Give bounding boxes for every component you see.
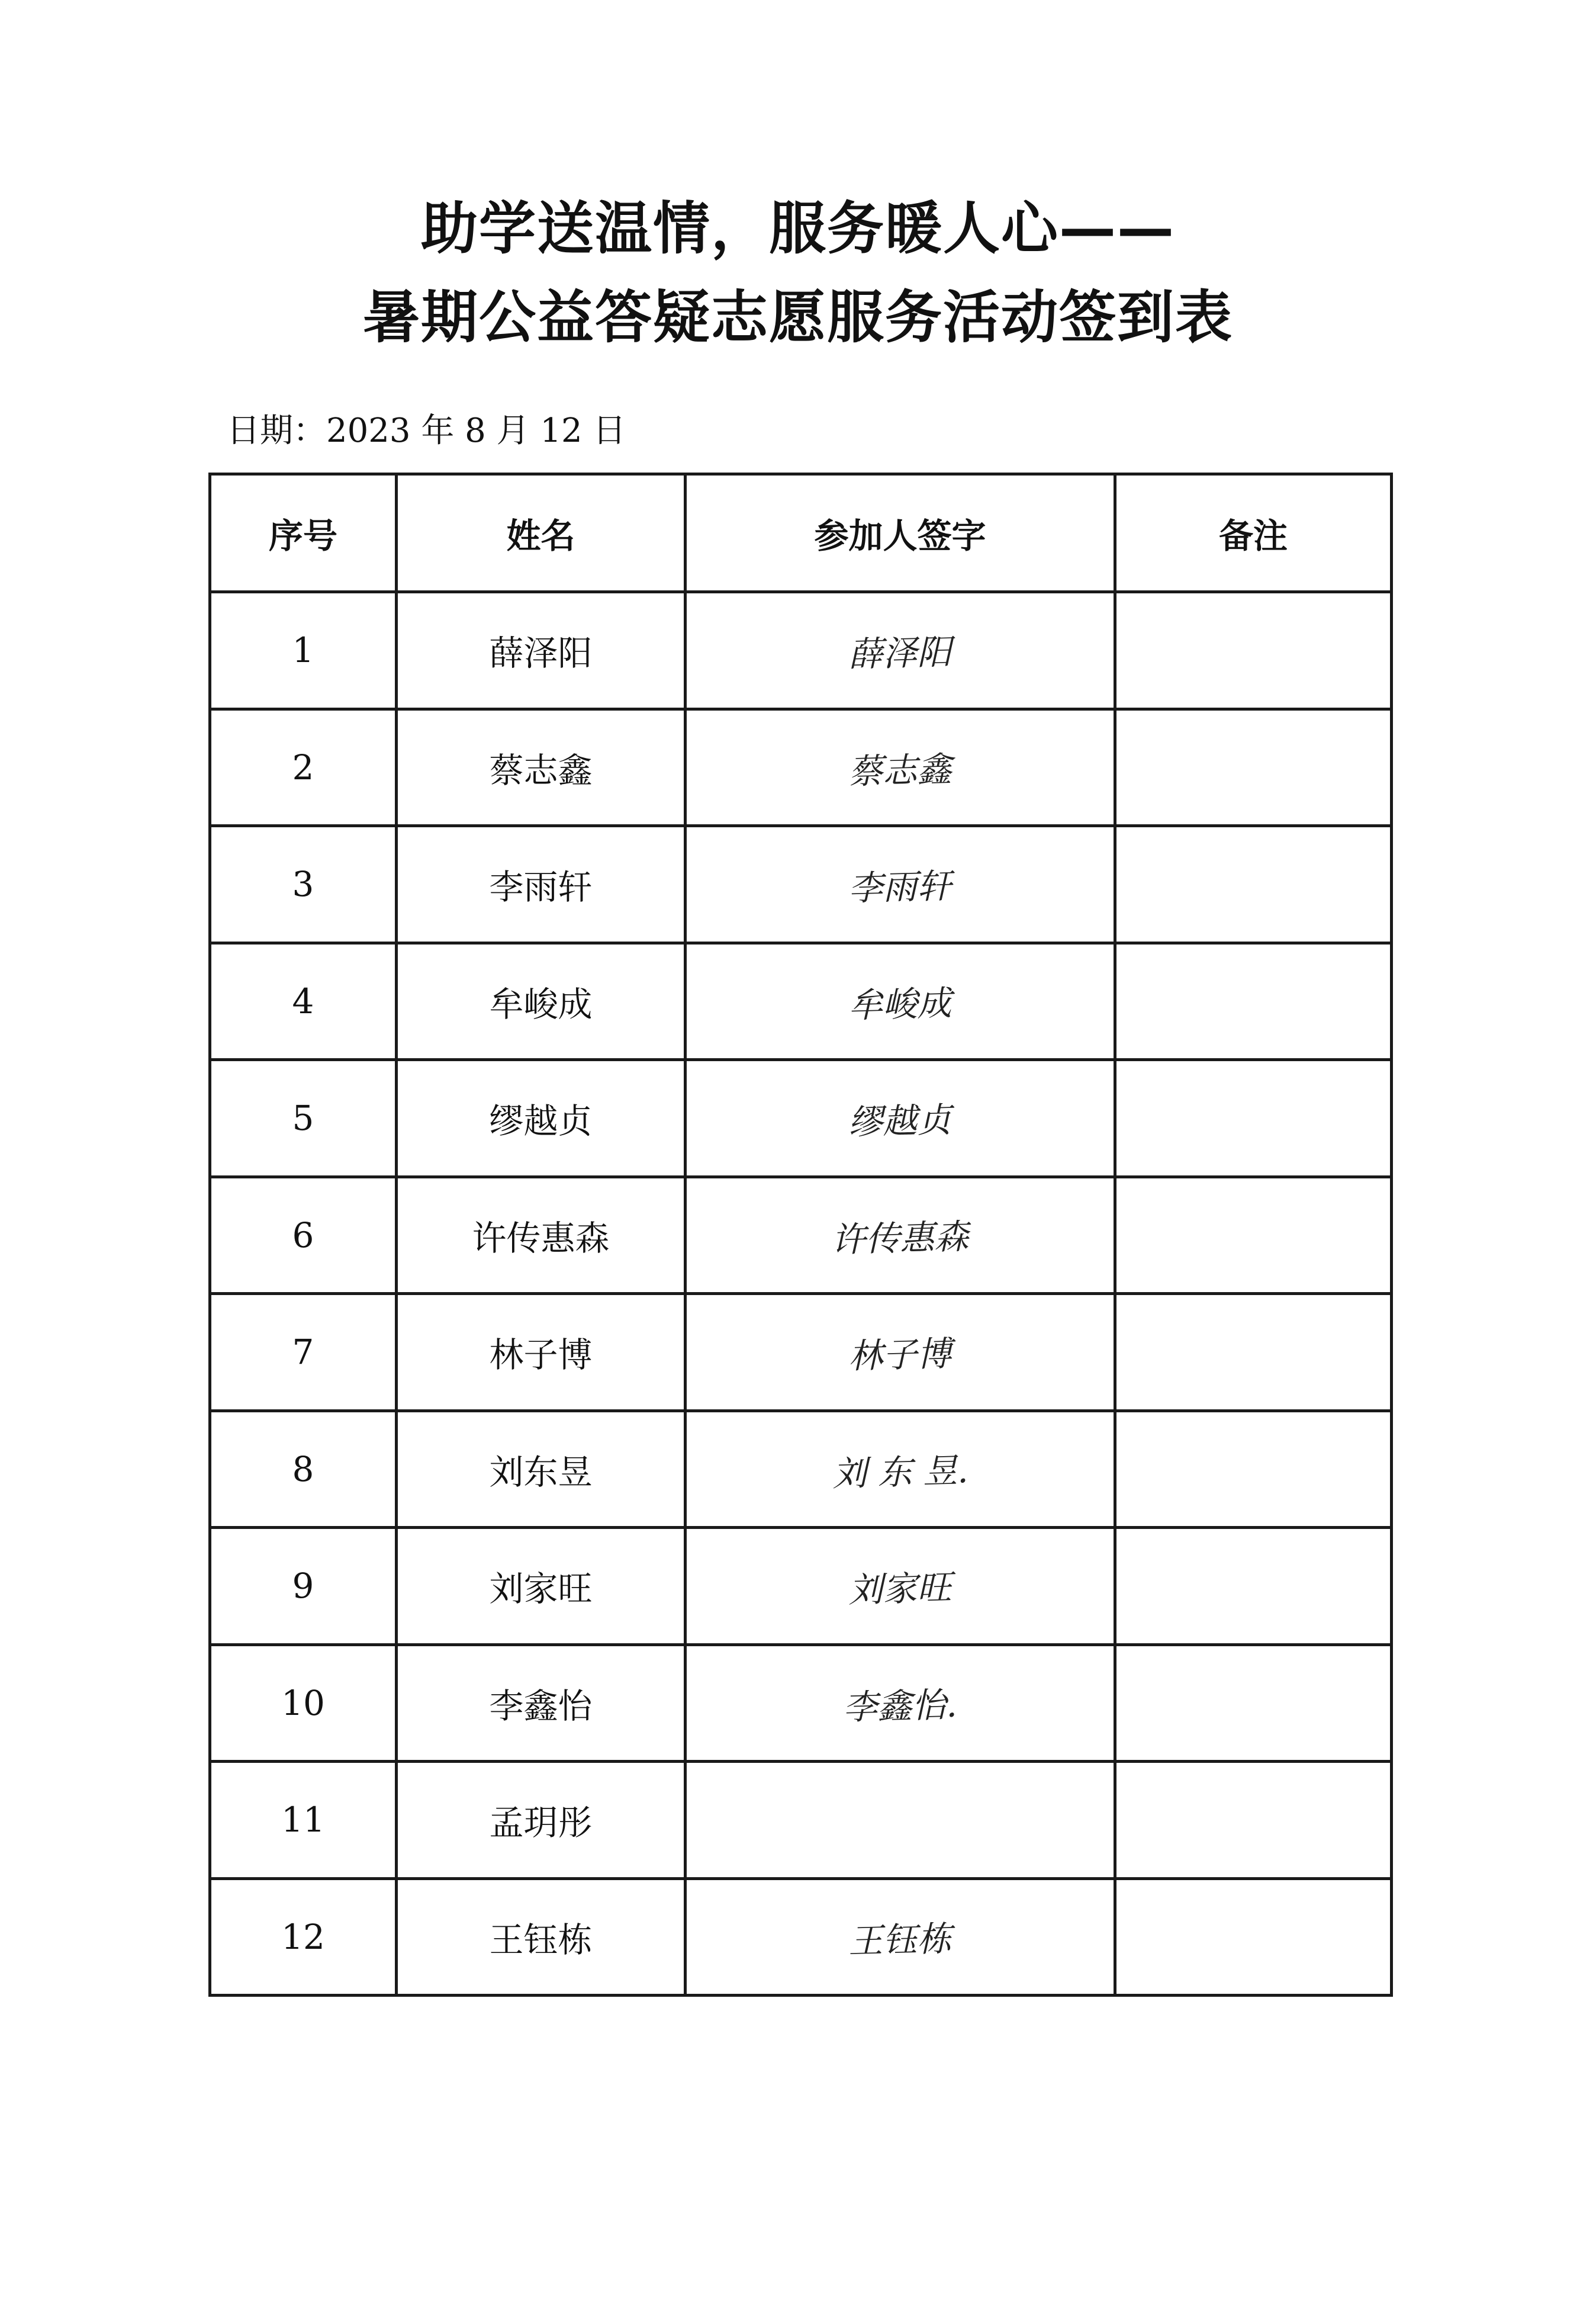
signature-handwriting: 缪越贞 bbox=[848, 1099, 953, 1143]
table-row bbox=[210, 1060, 1392, 1177]
signature-handwriting: 蔡志鑫 bbox=[848, 748, 953, 792]
title-line-2: 暑期公益答疑志愿服务活动签到表 bbox=[363, 284, 1233, 351]
row-note bbox=[1115, 1762, 1392, 1879]
participant-signature bbox=[686, 1528, 1115, 1645]
row-note bbox=[1115, 1878, 1392, 1996]
row-note bbox=[1115, 709, 1392, 826]
participant-name: 林子博 bbox=[397, 1294, 686, 1411]
participant-name: 缪越贞 bbox=[397, 1060, 686, 1177]
participant-name: 孟玥彤 bbox=[397, 1762, 686, 1879]
table-row bbox=[210, 1644, 1392, 1762]
participant-signature bbox=[686, 1644, 1115, 1762]
participant-name: 王钰栋 bbox=[397, 1878, 686, 1996]
participant-name: 刘家旺 bbox=[397, 1528, 686, 1645]
signature-handwriting: 刘 东 昱. bbox=[832, 1450, 969, 1494]
row-note bbox=[1115, 1177, 1392, 1294]
participant-signature bbox=[686, 709, 1115, 826]
table-row bbox=[210, 943, 1392, 1060]
participant-name: 刘东昱 bbox=[397, 1411, 686, 1528]
table-row bbox=[210, 709, 1392, 826]
row-note bbox=[1115, 1528, 1392, 1645]
date-line bbox=[227, 412, 626, 450]
table-row bbox=[210, 826, 1392, 943]
signature-handwriting: 薛泽阳 bbox=[848, 631, 953, 675]
row-number: 2 bbox=[210, 709, 397, 826]
header-name: 姓名 bbox=[397, 474, 686, 592]
row-note bbox=[1115, 1060, 1392, 1177]
participant-signature bbox=[686, 592, 1115, 709]
signature-handwriting: 牟峻成 bbox=[848, 982, 953, 1026]
header-number: 序号 bbox=[210, 474, 397, 592]
row-number: 7 bbox=[210, 1294, 397, 1411]
row-number: 5 bbox=[210, 1060, 397, 1177]
participant-signature bbox=[686, 1762, 1115, 1879]
table-row bbox=[210, 1177, 1392, 1294]
table-row bbox=[210, 1878, 1392, 1996]
signature-handwriting: 刘家旺 bbox=[848, 1567, 953, 1611]
sign-in-table bbox=[208, 473, 1393, 1997]
participant-name: 薛泽阳 bbox=[397, 592, 686, 709]
row-note bbox=[1115, 943, 1392, 1060]
signature-handwriting: 李鑫怡. bbox=[842, 1684, 958, 1728]
table-row bbox=[210, 1762, 1392, 1879]
participant-name: 蔡志鑫 bbox=[397, 709, 686, 826]
row-note bbox=[1115, 1411, 1392, 1528]
row-number: 1 bbox=[210, 592, 397, 709]
table-header-row bbox=[210, 474, 1392, 592]
signature-handwriting: 王钰栋 bbox=[848, 1918, 953, 1962]
signature-handwriting: 林子博 bbox=[848, 1333, 953, 1377]
header-signature: 参加人签字 bbox=[686, 474, 1115, 592]
row-note bbox=[1115, 1644, 1392, 1762]
row-number: 8 bbox=[210, 1411, 397, 1528]
participant-signature bbox=[686, 1411, 1115, 1528]
row-number: 9 bbox=[210, 1528, 397, 1645]
table-row bbox=[210, 1411, 1392, 1528]
signature-handwriting: 许传惠森 bbox=[831, 1216, 970, 1260]
table-row bbox=[210, 1294, 1392, 1411]
row-number: 6 bbox=[210, 1177, 397, 1294]
participant-signature bbox=[686, 826, 1115, 943]
title-line-1: 助学送温情，服务暖人心—— bbox=[421, 195, 1175, 262]
table-row bbox=[210, 592, 1392, 709]
header-note: 备注 bbox=[1115, 474, 1392, 592]
participant-name: 李雨轩 bbox=[397, 826, 686, 943]
row-number: 11 bbox=[210, 1762, 397, 1879]
participant-signature bbox=[686, 1060, 1115, 1177]
signature-handwriting: 李雨轩 bbox=[848, 865, 953, 909]
participant-signature bbox=[686, 1294, 1115, 1411]
row-number: 4 bbox=[210, 943, 397, 1060]
date-label: 日期： bbox=[227, 412, 326, 450]
participant-signature bbox=[686, 1177, 1115, 1294]
participant-name: 许传惠森 bbox=[397, 1177, 686, 1294]
row-note bbox=[1115, 1294, 1392, 1411]
participant-signature bbox=[686, 943, 1115, 1060]
participant-signature bbox=[686, 1878, 1115, 1996]
date-value: 2023 年 8 月 12 日 bbox=[326, 412, 626, 450]
row-number: 3 bbox=[210, 826, 397, 943]
row-note bbox=[1115, 826, 1392, 943]
row-number: 10 bbox=[210, 1644, 397, 1762]
table-row bbox=[210, 1528, 1392, 1645]
row-note bbox=[1115, 592, 1392, 709]
participant-name: 李鑫怡 bbox=[397, 1644, 686, 1762]
row-number: 12 bbox=[210, 1878, 397, 1996]
participant-name: 牟峻成 bbox=[397, 943, 686, 1060]
